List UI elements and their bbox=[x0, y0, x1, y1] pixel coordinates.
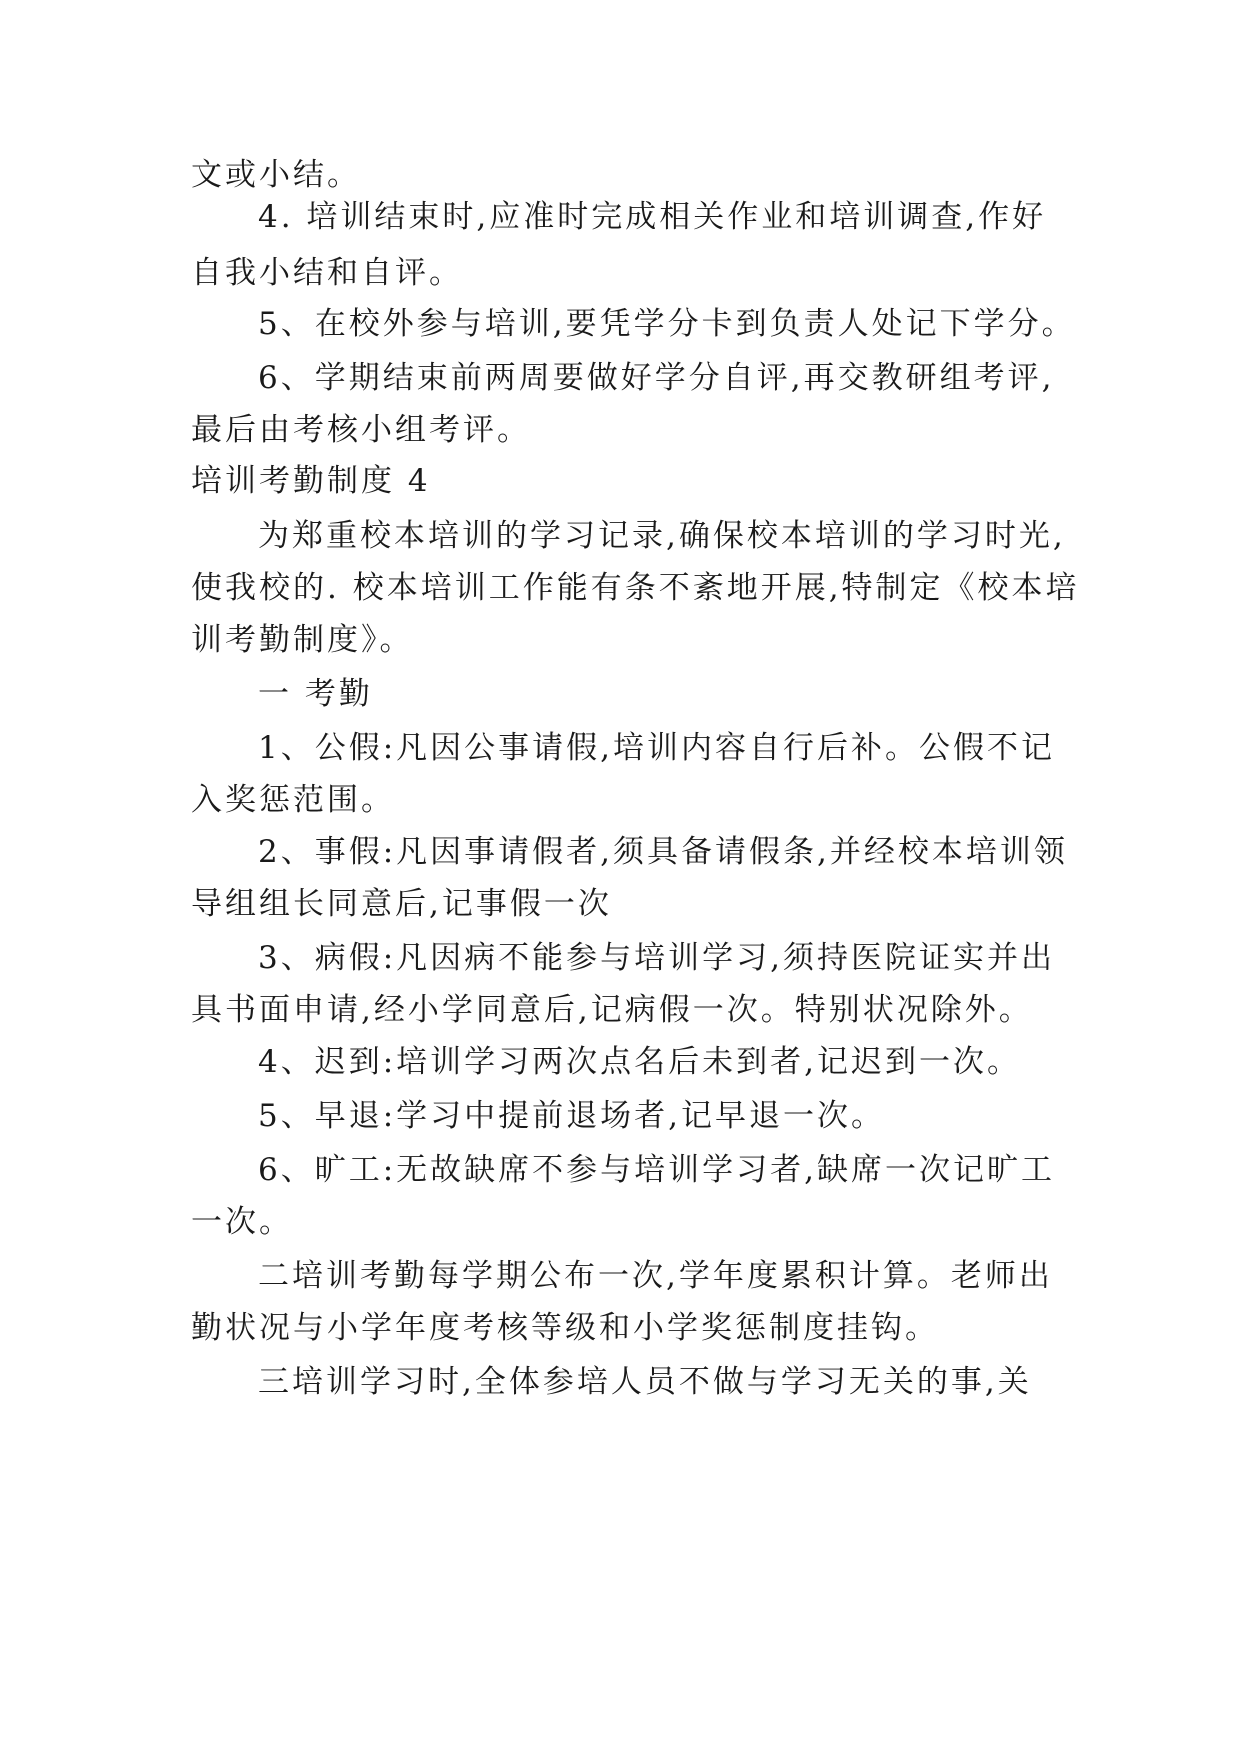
text-line: 5、早退:学习中提前退场者,记早退一次。 bbox=[258, 1098, 886, 1134]
text-line: 3、病假:凡因病不能参与培训学习,须持医院证实并出 bbox=[258, 940, 1056, 976]
text-line: 为郑重校本培训的学习记录,确保校本培训的学习时光, bbox=[258, 518, 1066, 554]
text-line: 一次。 bbox=[191, 1204, 293, 1240]
subsection-heading: 一 考勤 bbox=[258, 676, 373, 712]
text-line: 具书面申请,经小学同意后,记病假一次。特别状况除外。 bbox=[191, 992, 1033, 1028]
text-line: 自我小结和自评。 bbox=[191, 255, 463, 291]
text-line: 勤状况与小学年度考核等级和小学奖惩制度挂钩。 bbox=[191, 1310, 939, 1346]
text-line: 最后由考核小组考评。 bbox=[191, 412, 531, 448]
text-line: 1、公假:凡因公事请假,培训内容自行后补。公假不记 bbox=[258, 730, 1056, 766]
text-line: 入奖惩范围。 bbox=[191, 782, 395, 818]
text-line: 6、学期结束前两周要做好学分自评,再交教研组考评, bbox=[258, 360, 1055, 396]
text-line: 导组组长同意后,记事假一次 bbox=[191, 886, 612, 922]
text-line: 训考勤制度》。 bbox=[191, 622, 414, 658]
text-line: 4、迟到:培训学习两次点名后未到者,记迟到一次。 bbox=[258, 1044, 1022, 1080]
text-line: 6、旷工:无故缺席不参与培训学习者,缺席一次记旷工 bbox=[258, 1152, 1056, 1188]
text-line: 文或小结。 bbox=[191, 157, 361, 193]
text-line: 使我校的. 校本培训工作能有条不紊地开展,特制定《校本培 bbox=[191, 570, 1080, 606]
section-heading: 培训考勤制度 4 bbox=[191, 463, 431, 499]
text-line: 2、事假:凡因事请假者,须具备请假条,并经校本培训领 bbox=[258, 834, 1068, 870]
text-line: 4. 培训结束时,应准时完成相关作业和培训调查,作好 bbox=[258, 199, 1047, 235]
text-line: 5、在校外参与培训,要凭学分卡到负责人处记下学分。 bbox=[258, 306, 1076, 342]
text-line: 二培训考勤每学期公布一次,学年度累积计算。老师出 bbox=[258, 1258, 1053, 1294]
text-line: 三培训学习时,全体参培人员不做与学习无关的事,关 bbox=[258, 1364, 1032, 1400]
